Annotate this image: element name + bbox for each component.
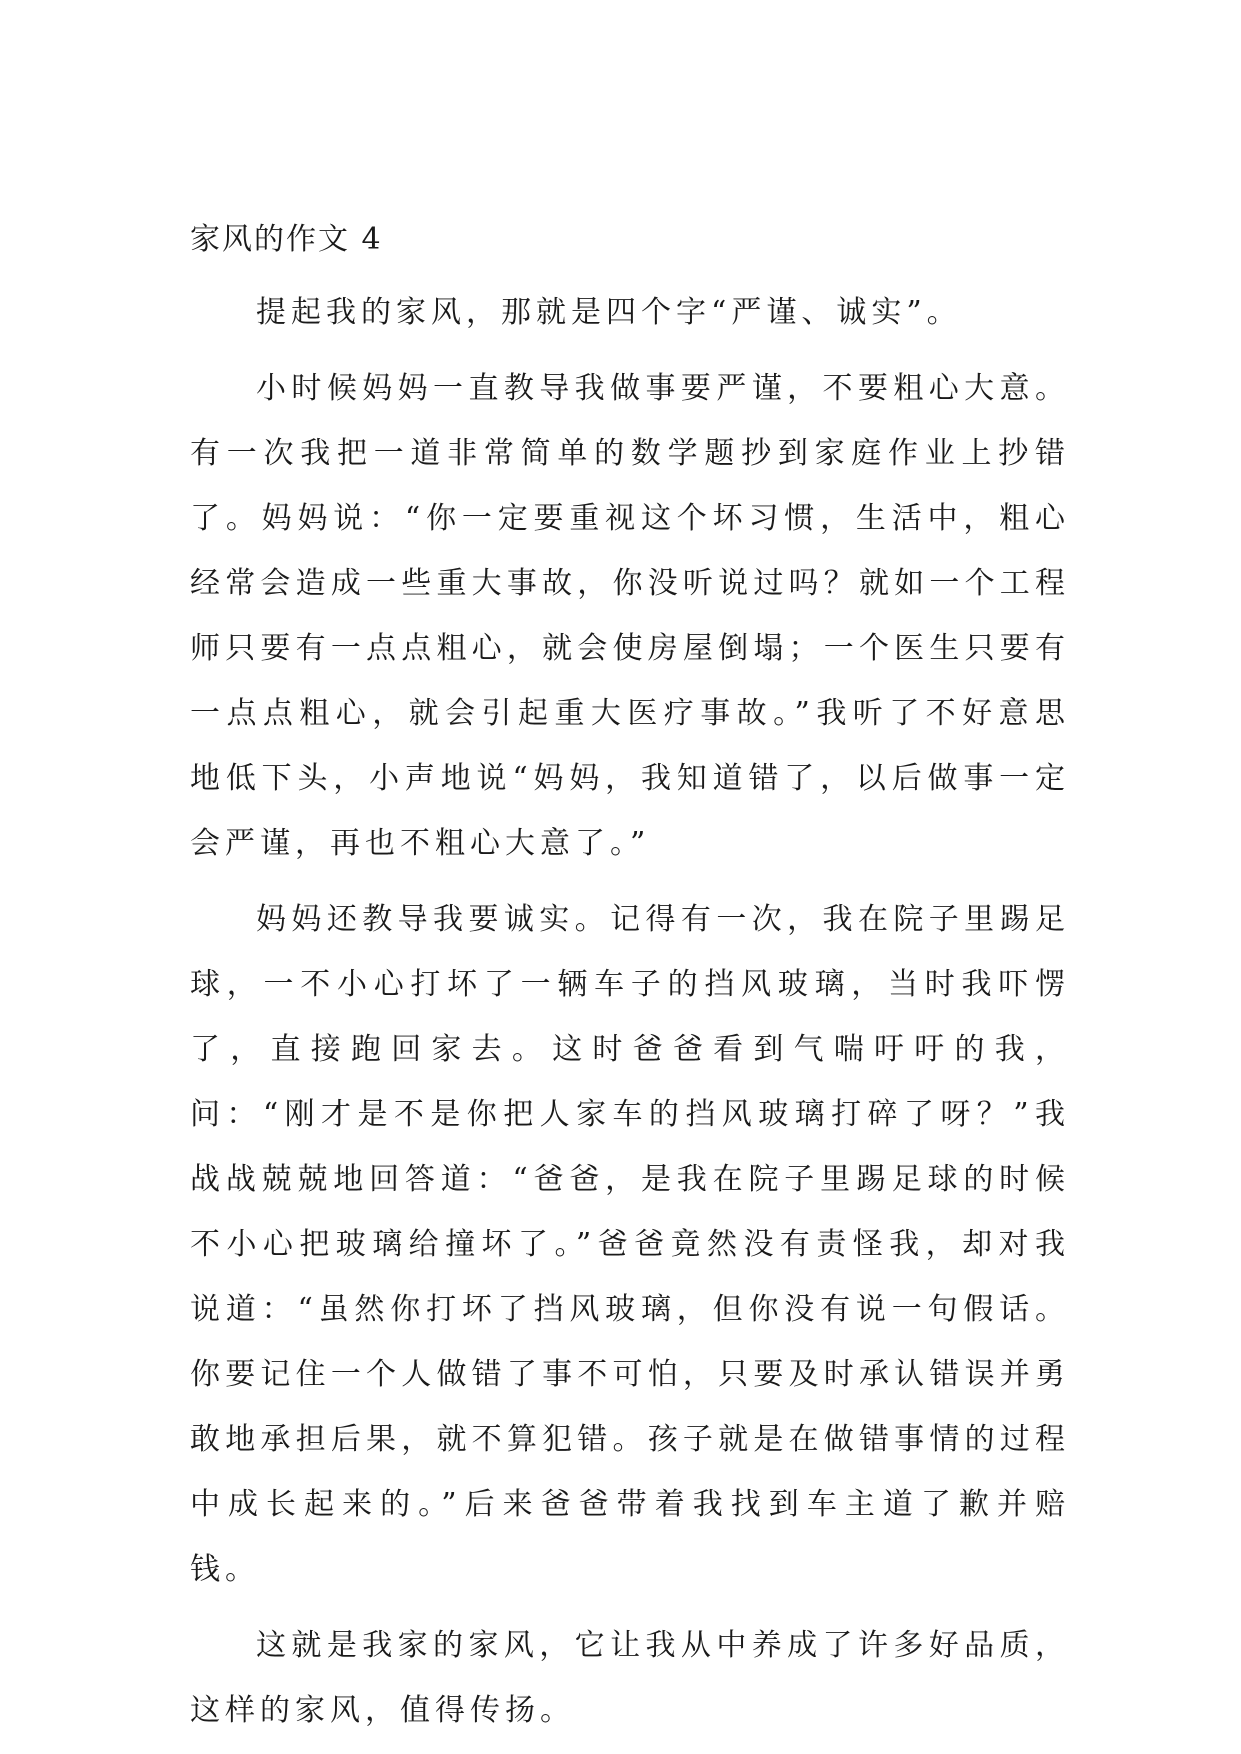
paragraph-1: 提起我的家风，那就是四个字“严谨、诚实”。 (256, 295, 962, 330)
document-title: 家风的作文 4 (190, 222, 383, 257)
document-page (190, 222, 1070, 1754)
paragraph-2: 小时候妈妈一直教导我做事要严谨，不要粗心大意。有一次我把一道非常简单的数学题抄到家庭作业上抄错了。妈妈说：“你一定要重视这个坏习惯，生活中，粗心经常会造成一些重大事故，你没听说过吗？就如一个工程师只要有一点点粗心，就会使房屋倒塌；一个医生只要有一点点粗心，就会引起重大医疗事故。”我听了不好意思地低下头，小声地说“妈妈，我知道错了，以后做事一定会严谨，再也不粗心大意了。” (190, 371, 1070, 861)
paragraph-3: 妈妈还教导我要诚实。记得有一次，我在院子里踢足球，一不小心打坏了一辆车子的挡风玻璃，当时我吓愣了，直接跑回家去。这时爸爸看到气喘吁吁的我，问：“刚才是不是你把人家车的挡风玻璃打碎了呀？”我战战兢兢地回答道：“爸爸，是我在院子里踢足球的时候不小心把玻璃给撞坏了。”爸爸竟然没有责怪我，却对我说道：“虽然你打坏了挡风玻璃，但你没有说一句假话。你要记住一个人做错了事不可怕，只要及时承认错误并勇敢地承担后果，就不算犯错。孩子就是在做错事情的过程中成长起来的。”后来爸爸带着我找到车主道了歉并赔钱。 (190, 902, 1070, 1587)
paragraph-4: 这就是我家的家风，它让我从中养成了许多好品质，这样的家风，值得传扬。 (190, 1628, 1070, 1728)
